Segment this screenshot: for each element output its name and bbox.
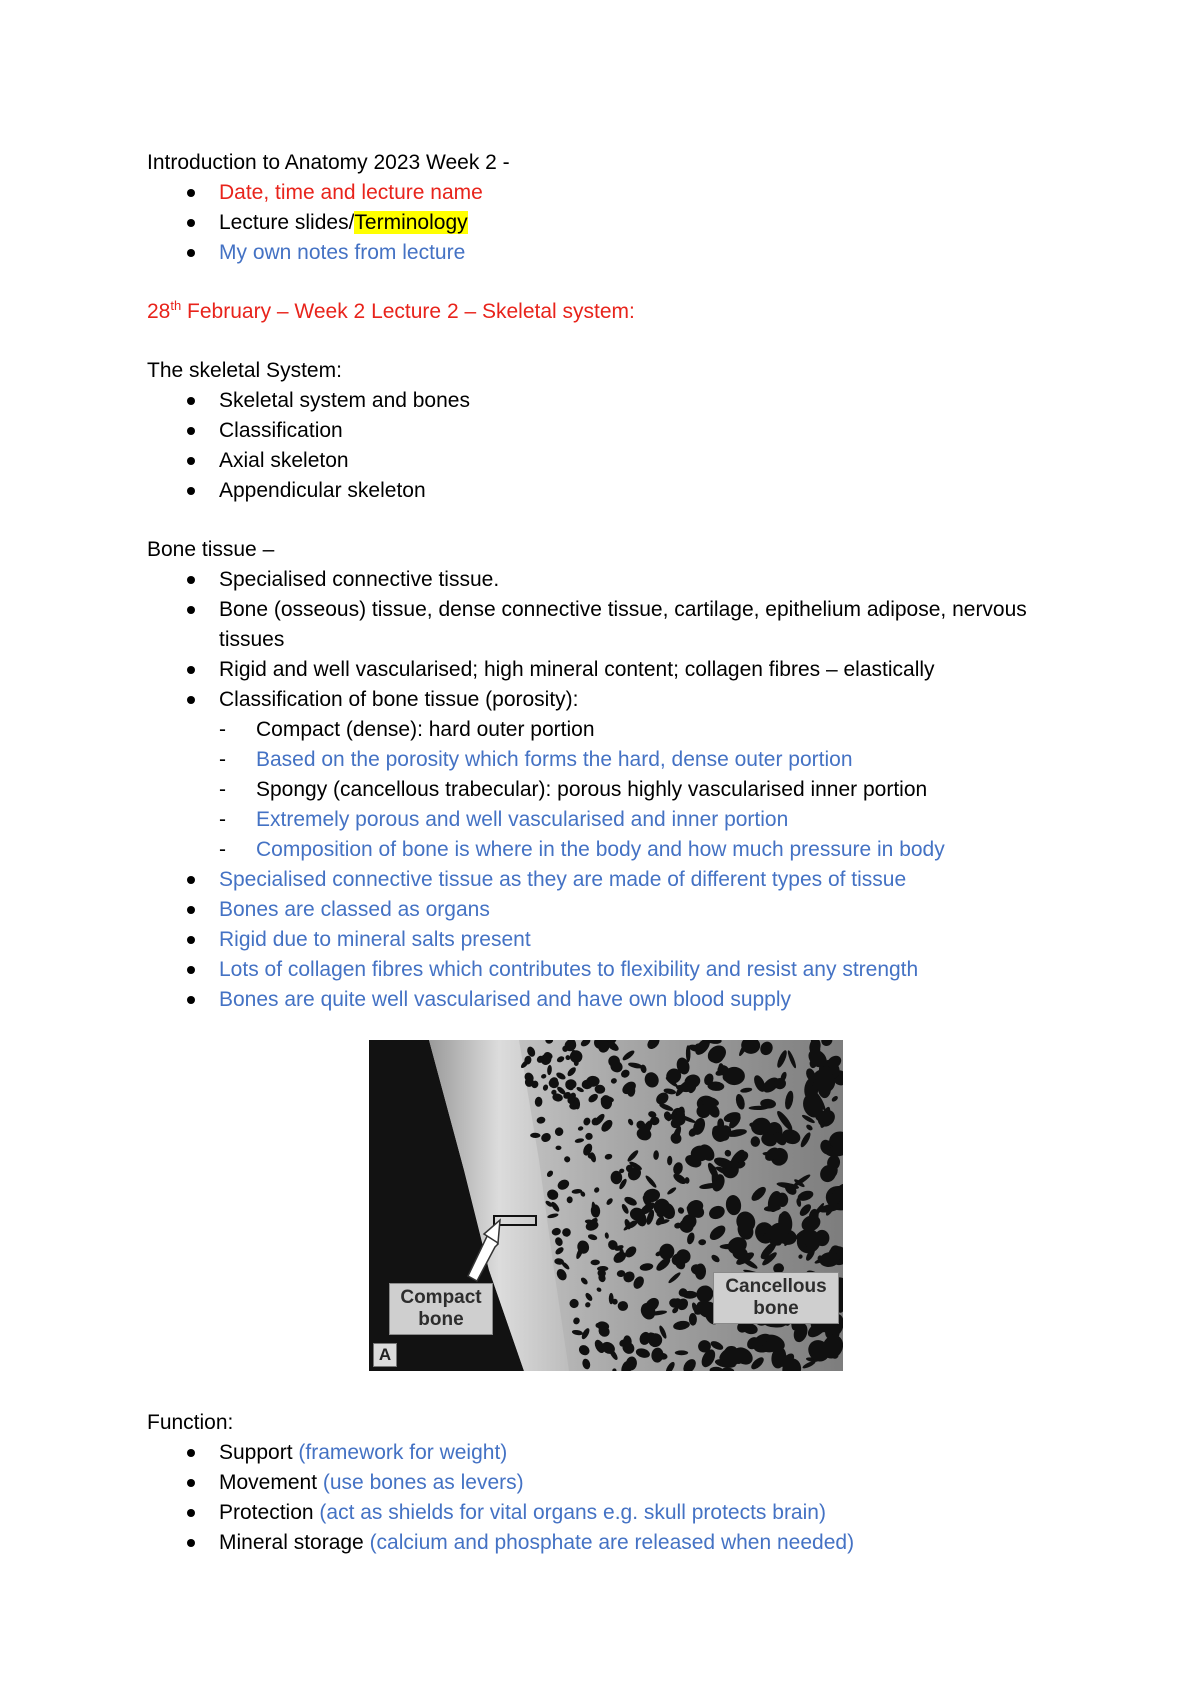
function-item — [147, 1498, 1047, 1528]
function-item — [147, 1468, 1047, 1498]
highlighted-term: Terminology — [354, 211, 468, 234]
note-item: Rigid due to mineral salts present — [147, 925, 1047, 955]
sub-list-item: - Extremely porous and well vascularised and inner portion — [147, 805, 1047, 835]
lecture-day: 28 — [147, 300, 171, 323]
function-section — [147, 1408, 1047, 1558]
legend-text: Lecture slides/ — [219, 211, 355, 234]
list-item: Appendicular skeleton — [147, 476, 1047, 506]
sub-list-item: - Based on the porosity which forms the hard, dense outer portion — [147, 745, 1047, 775]
cancellous-bone-label: Cancellous bone — [713, 1272, 839, 1324]
legend-item-blue: My own notes from lecture — [147, 238, 1047, 268]
function-list — [147, 1438, 1047, 1558]
list-item: Classification of bone tissue (porosity): — [147, 685, 1047, 715]
note-item: Bones are classed as organs — [147, 895, 1047, 925]
bone-pore — [675, 1350, 688, 1355]
figure-corner-label: A — [373, 1343, 397, 1367]
list-item: Classification — [147, 416, 1047, 446]
function-term: Support — [219, 1441, 293, 1464]
note-item: Specialised connective tissue as they are made of different types of tissue — [147, 865, 1047, 895]
document-title: Introduction to Anatomy 2023 Week 2 - — [147, 151, 510, 174]
section-title-bone-tissue: Bone tissue – — [147, 538, 275, 561]
list-item: Bone (osseous) tissue, dense connective tissue, cartilage, epithelium adipose, nervous tissues — [147, 595, 1047, 655]
function-note: (use bones as levers) — [317, 1471, 524, 1494]
function-term: Protection — [219, 1501, 314, 1524]
lecture-day-suffix: th — [170, 298, 182, 313]
legend-item-black — [147, 208, 1047, 238]
list-item: Skeletal system and bones — [147, 386, 1047, 416]
list-item: Axial skeleton — [147, 446, 1047, 476]
section-title-function: Function: — [147, 1411, 234, 1434]
function-item — [147, 1438, 1047, 1468]
lecture-heading-rest: February – Week 2 Lecture 2 – Skeletal system: — [181, 300, 635, 323]
bone-micrograph-figure — [369, 1040, 843, 1371]
document-body — [147, 148, 1047, 1015]
sub-list-item: - Composition of bone is where in the body and how much pressure in body — [147, 835, 1047, 865]
function-note: (framework for weight) — [292, 1441, 508, 1464]
skeletal-system-list — [147, 386, 1047, 506]
note-item: Bones are quite well vascularised and have own blood supply — [147, 985, 1047, 1015]
bone-tissue-list — [147, 565, 1047, 1015]
bone-pore — [596, 1323, 602, 1328]
bone-pore — [776, 1193, 788, 1207]
function-term: Mineral storage — [219, 1531, 364, 1554]
compact-bone-label: Compact bone — [389, 1283, 493, 1335]
color-legend-list — [147, 178, 1047, 268]
bone-pore — [724, 1067, 745, 1085]
sub-list-item: - Spongy (cancellous trabecular): porous highly vascularised inner portion — [147, 775, 1047, 805]
function-item — [147, 1528, 1047, 1558]
sub-list-item: - Compact (dense): hard outer portion — [147, 715, 1047, 745]
bone-pore — [612, 1299, 618, 1305]
lecture-heading — [147, 297, 1047, 327]
section-title-skeletal-system: The skeletal System: — [147, 359, 342, 382]
legend-item-red: Date, time and lecture name — [147, 178, 1047, 208]
function-note: (calcium and phosphate are released when needed) — [363, 1531, 855, 1554]
list-item: Specialised connective tissue. — [147, 565, 1047, 595]
function-note: (act as shields for vital organs e.g. skull protects brain) — [313, 1501, 826, 1524]
function-term: Movement — [219, 1471, 318, 1494]
note-item: Lots of collagen fibres which contributes to flexibility and resist any strength — [147, 955, 1047, 985]
list-item: Rigid and well vascularised; high mineral content; collagen fibres – elastically — [147, 655, 1047, 685]
